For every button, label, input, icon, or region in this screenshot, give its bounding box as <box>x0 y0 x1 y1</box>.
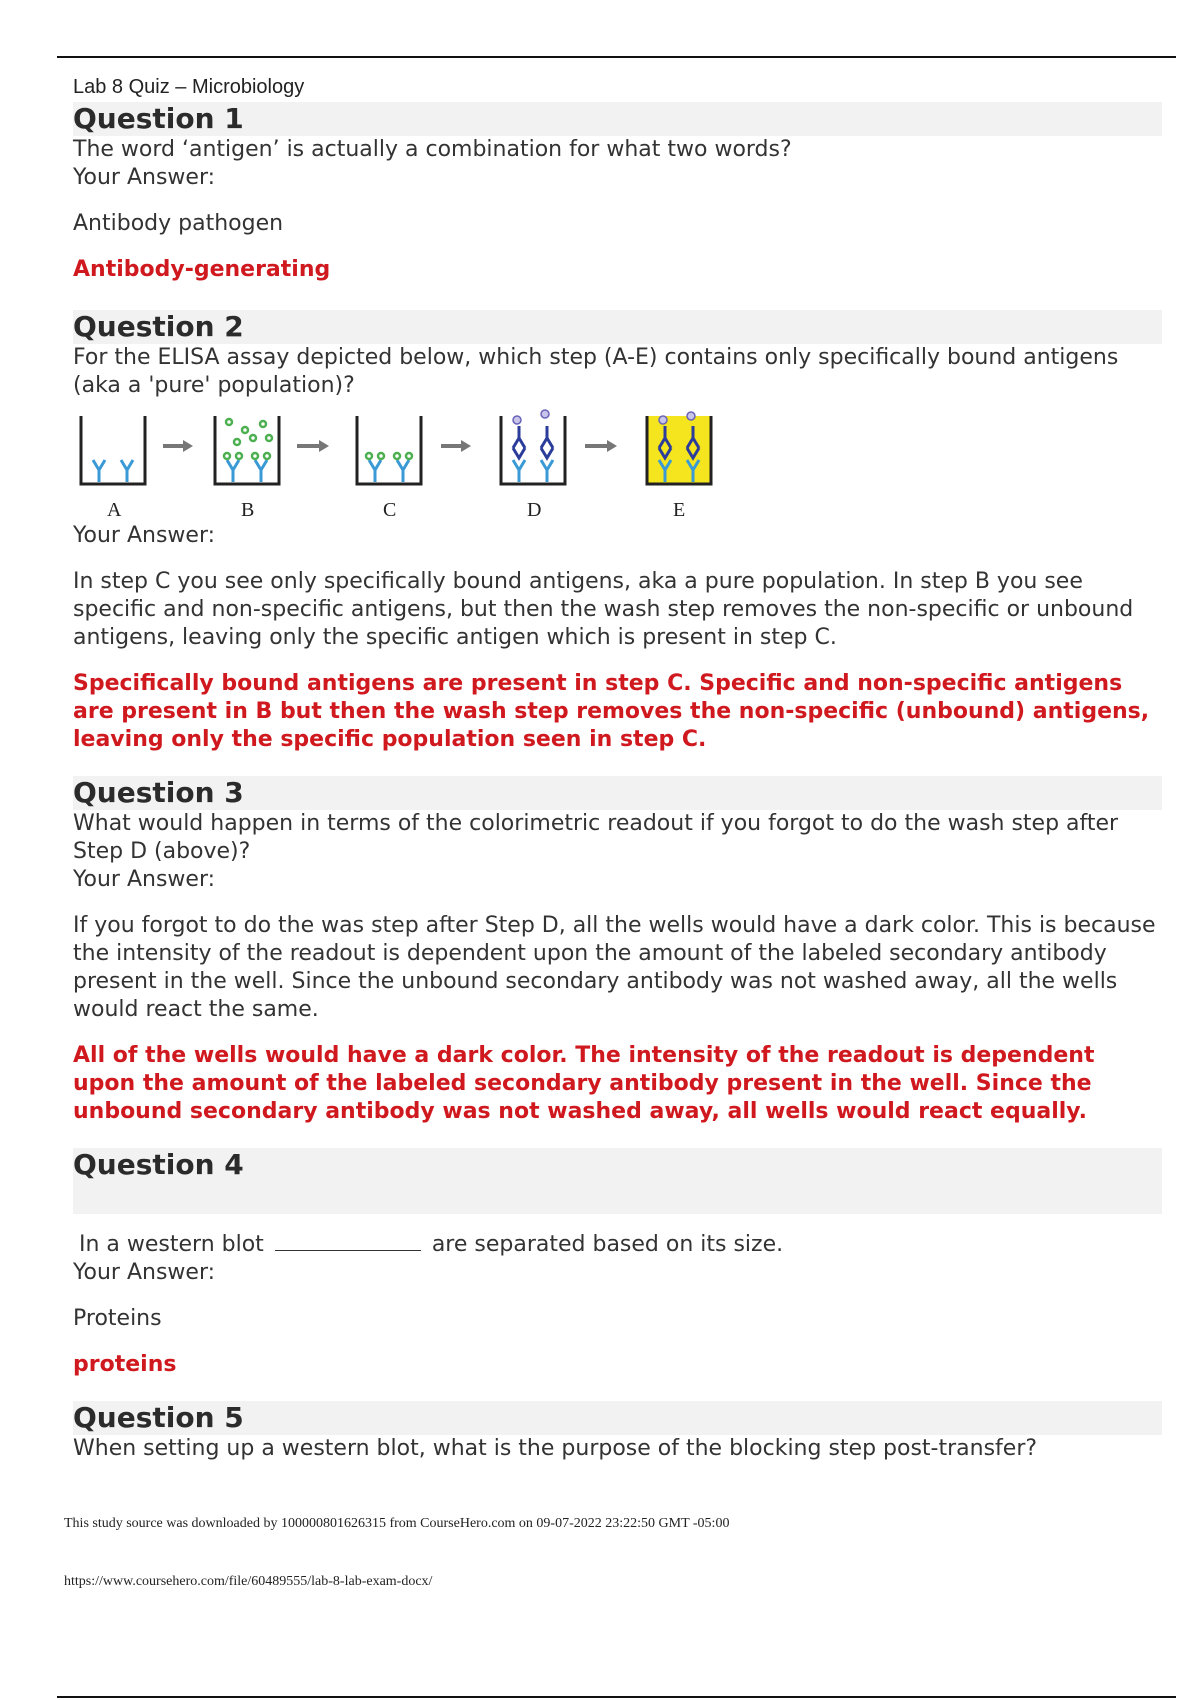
your-answer-label: Your Answer: <box>73 523 216 548</box>
well-d <box>501 410 565 484</box>
question-text: For the ELISA assay depicted below, which step (A-E) contains only specifically bound antigens (aka a 'pure' population)? <box>73 345 1119 398</box>
question-heading: Question 5 <box>73 1401 1162 1435</box>
correct-answer: proteins <box>73 1352 177 1377</box>
step-label-d: D <box>527 499 542 521</box>
step-label-a: A <box>107 499 122 521</box>
download-notice: This study source was downloaded by 100000801626315 from CourseHero.com on 09-07-2022 23:22:50 GMT -05:00 <box>64 1516 730 1531</box>
top-rule <box>57 56 1176 58</box>
question-3 <box>73 776 1162 1126</box>
bottom-rule <box>57 1696 1176 1698</box>
well-a <box>81 416 145 484</box>
question-2 <box>73 310 1162 754</box>
step-label-e: E <box>673 499 686 521</box>
question-4 <box>73 1148 1162 1379</box>
question-text <box>79 1230 1162 1259</box>
step-label-c: C <box>383 499 397 521</box>
question-heading: Question 3 <box>73 776 1162 810</box>
elisa-steps-svg <box>73 408 753 548</box>
well-c <box>357 416 421 484</box>
question-1 <box>73 102 1162 284</box>
elisa-diagram <box>73 408 1162 548</box>
your-answer-label: Your Answer: <box>73 165 216 190</box>
arrow-icon <box>441 440 471 452</box>
question-text-after: are separated based on its size. <box>431 1232 784 1257</box>
question-text: When setting up a western blot, what is the purpose of the blocking step post-transfer? <box>73 1436 1038 1461</box>
well-b <box>215 416 279 484</box>
quiz-document <box>73 72 1162 1463</box>
question-text-before: In a western blot <box>79 1232 264 1257</box>
document-title: Lab 8 Quiz – Microbiology <box>73 76 305 98</box>
question-text: The word ‘antigen’ is actually a combination for what two words? <box>73 137 792 162</box>
correct-answer: Specifically bound antigens are present in step C. Specific and non-specific antigens are present in B but then the wash step removes the non-specific (unbound) antigens, leaving only the specific population seen in step C. <box>73 671 1150 752</box>
source-url[interactable]: https://www.coursehero.com/file/60489555/lab-8-lab-exam-docx/ <box>64 1574 433 1589</box>
student-answer: Proteins <box>73 1306 162 1331</box>
question-5 <box>73 1401 1162 1463</box>
fill-in-blank <box>275 1230 421 1251</box>
correct-answer: All of the wells would have a dark color. The intensity of the readout is dependent upon the amount of the labeled secondary antibody present in the well. Since the unbound secondary antibody was not washed away, all wells would react equally. <box>73 1043 1095 1124</box>
question-heading: Question 2 <box>73 310 1162 344</box>
your-answer-label: Your Answer: <box>73 1260 216 1285</box>
question-heading: Question 1 <box>73 102 1162 136</box>
question-heading: Question 4 <box>73 1148 1162 1214</box>
well-e <box>647 412 711 484</box>
student-answer: In step C you see only specifically bound antigens, aka a pure population. In step B you see specific and non-specific antigens, but then the wash step removes the non-specific or unbound antigens, leaving only the specific antigen which is present in step C. <box>73 569 1134 650</box>
correct-answer: Antibody-generating <box>73 257 331 282</box>
step-label-b: B <box>241 499 255 521</box>
student-answer: If you forgot to do the was step after Step D, all the wells would have a dark color. This is because the intensity of the readout is dependent upon the amount of the labeled secondary antibody present in the well. Since the unbound secondary antibody was not washed away, all the wells would react the same. <box>73 913 1156 1022</box>
student-answer: Antibody pathogen <box>73 211 284 236</box>
arrow-icon <box>163 440 193 452</box>
arrow-icon <box>297 440 329 452</box>
question-text: What would happen in terms of the colorimetric readout if you forgot to do the wash step after Step D (above)? <box>73 811 1119 864</box>
your-answer-label: Your Answer: <box>73 867 216 892</box>
arrow-icon <box>585 440 617 452</box>
